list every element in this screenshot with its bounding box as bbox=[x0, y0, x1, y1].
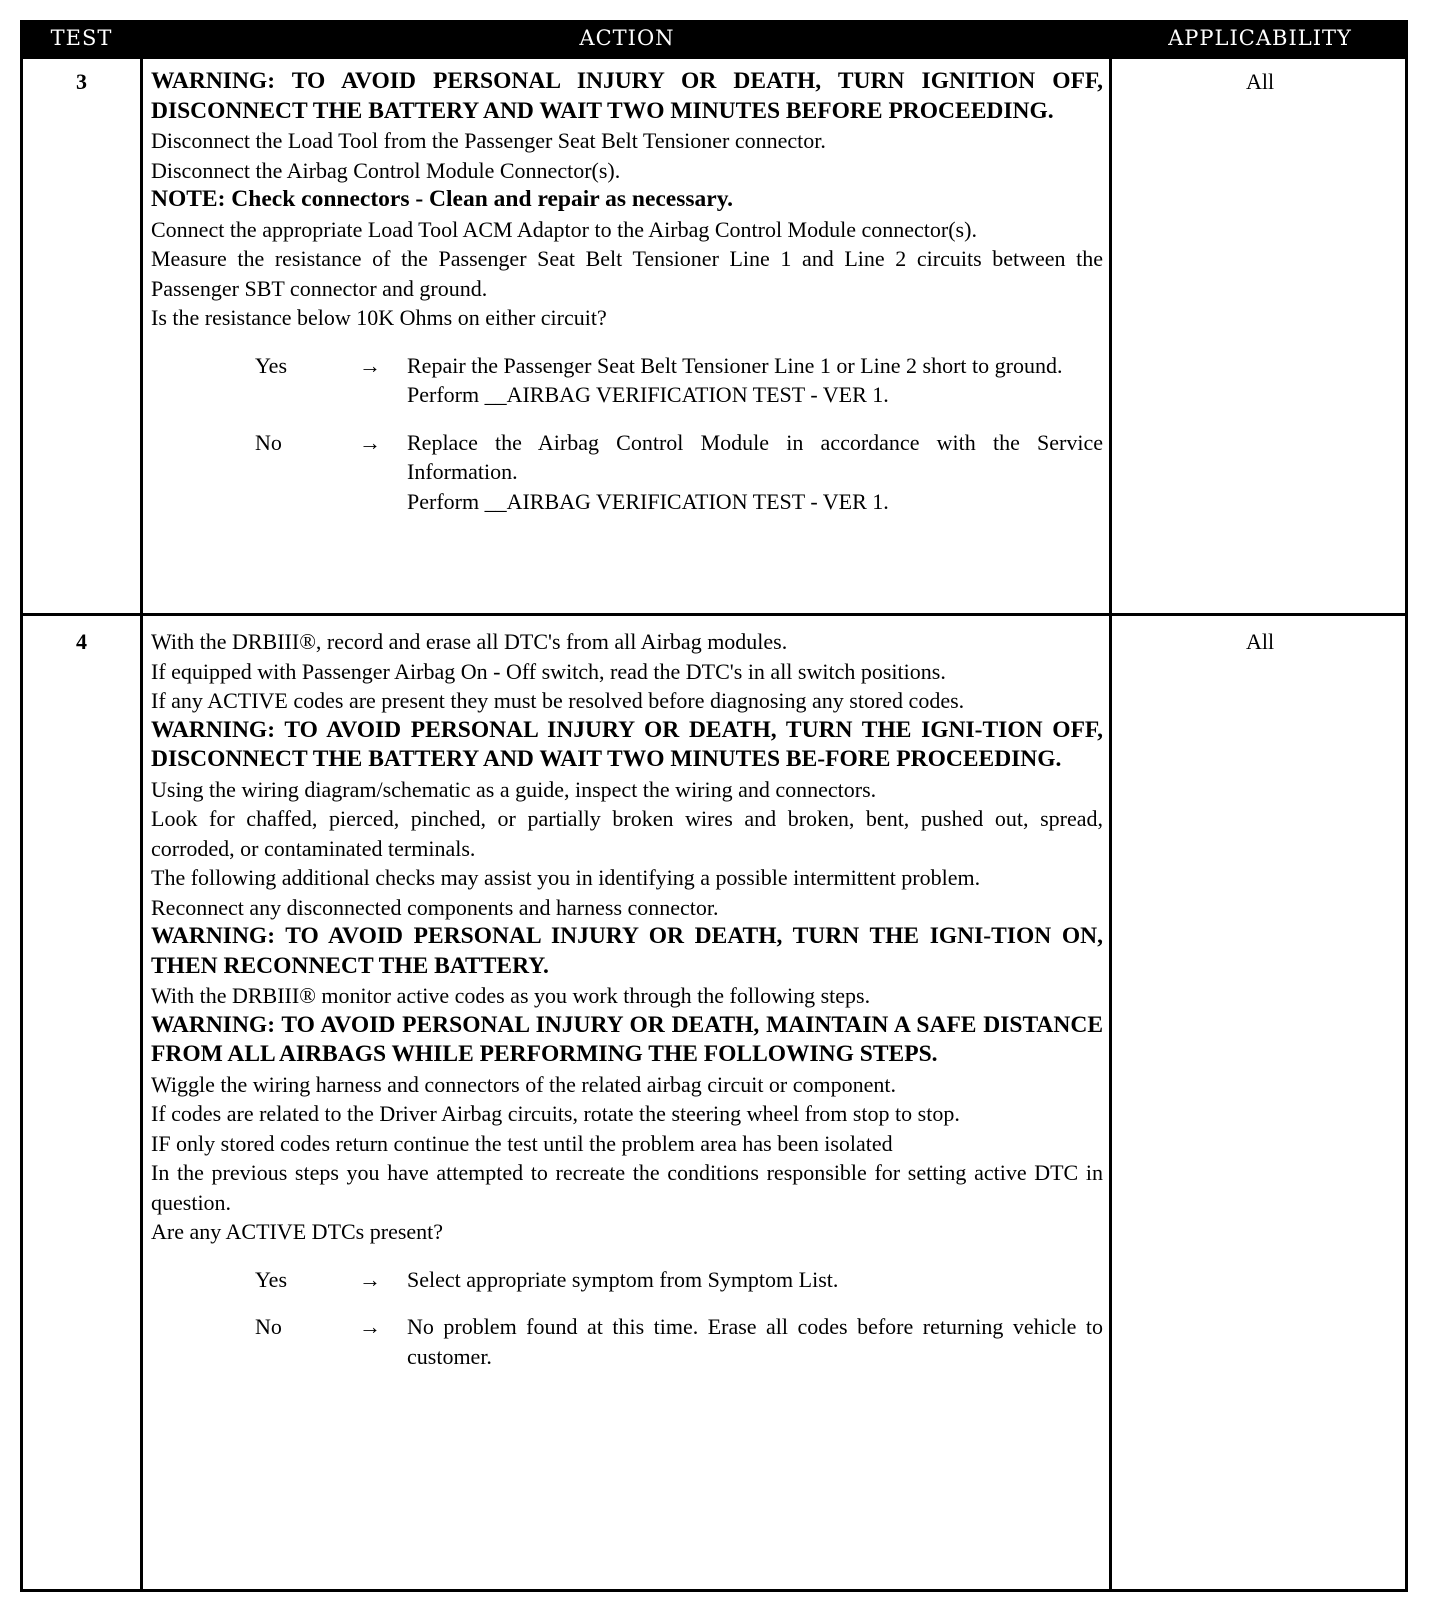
row-divider bbox=[23, 613, 1405, 616]
column-divider bbox=[140, 59, 143, 1589]
option-text bbox=[407, 428, 1103, 517]
option-label: Yes bbox=[255, 352, 288, 378]
instruction-text: Wiggle the wiring harness and connectors of the related airbag circuit or component. bbox=[151, 1071, 897, 1097]
instruction-text: If equipped with Passenger Airbag On - Off switch, read the DTC's in all switch positions. bbox=[151, 658, 946, 684]
instruction-text: Connect the appropriate Load Tool ACM Adaptor to the Airbag Control Module connector(s). bbox=[151, 216, 977, 242]
option-label: No bbox=[255, 1314, 282, 1339]
table-header bbox=[23, 23, 1405, 59]
instruction-text: Measure the resistance of the Passenger Seat Belt Tensioner Line 1 and Line 2 circuits between the Passenger SBT connector and ground. bbox=[151, 246, 1103, 301]
arrow-right-icon: → bbox=[359, 352, 381, 378]
instruction-text: IF only stored codes return continue the test until the problem area has been isolated bbox=[151, 1130, 893, 1156]
option-line: Repair the Passenger Seat Belt Tensioner Line 1 or Line 2 short to ground. bbox=[407, 352, 1063, 378]
option-yes bbox=[151, 1265, 1103, 1295]
instruction-text: Is the resistance below 10K Ohms on either circuit? bbox=[151, 305, 607, 330]
instruction-text: Reconnect any disconnected components and harness connector. bbox=[151, 894, 719, 920]
instruction-text: With the DRBIII® monitor active codes as you work through the following steps. bbox=[151, 983, 871, 1008]
option-line: No problem found at this time. Erase all codes before returning vehicle to customer. bbox=[407, 1314, 1103, 1369]
applicability-value: All bbox=[1245, 69, 1275, 94]
instruction-text: Using the wiring diagram/schematic as a guide, inspect the wiring and connectors. bbox=[151, 776, 877, 802]
option-label: Yes bbox=[255, 1266, 288, 1292]
option-line: Perform __AIRBAG VERIFICATION TEST - VER 1. bbox=[407, 382, 889, 407]
instruction-text: Disconnect the Airbag Control Module Connector(s). bbox=[151, 157, 621, 183]
test-number: 3 bbox=[76, 69, 87, 94]
arrow-right-icon: → bbox=[359, 1266, 381, 1292]
header-applicability: APPLICABILITY bbox=[1168, 26, 1352, 50]
warning-text: NOTE: Check connectors - Clean and repair as necessary. bbox=[151, 186, 734, 212]
header-test: TEST bbox=[50, 26, 113, 50]
arrow-right-icon: → bbox=[359, 1314, 381, 1339]
option-line: Perform __AIRBAG VERIFICATION TEST - VER 1. bbox=[407, 488, 889, 514]
applicability-value: All bbox=[1245, 629, 1275, 654]
test-number: 4 bbox=[76, 629, 87, 654]
test-table bbox=[20, 20, 1408, 1592]
option-no bbox=[151, 428, 1103, 517]
option-line: Replace the Airbag Control Module in accordance with the Service Information. bbox=[407, 429, 1103, 484]
action-cell bbox=[151, 67, 1103, 516]
option-text bbox=[407, 1312, 1103, 1371]
warning-text: WARNING: TO AVOID PERSONAL INJURY OR DEATH, MAINTAIN A SAFE DISTANCE FROM ALL AIRBAGS WHILE PERFORMING THE FOLLOWING STEPS. bbox=[151, 1011, 1103, 1067]
header-action: ACTION bbox=[579, 26, 675, 50]
warning-text: WARNING: TO AVOID PERSONAL INJURY OR DEATH, TURN IGNITION OFF, DISCONNECT THE BATTERY AND WAIT TWO MINUTES BEFORE PROCEEDING. bbox=[151, 68, 1103, 124]
instruction-text: Disconnect the Load Tool from the Passenger Seat Belt Tensioner connector. bbox=[151, 128, 826, 153]
option-text bbox=[407, 1265, 1103, 1295]
instruction-text: In the previous steps you have attempted to recreate the conditions responsible for setting active DTC in question. bbox=[151, 1160, 1103, 1215]
instruction-text: Look for chaffed, pierced, pinched, or partially broken wires and broken, bent, pushed out, spread, corroded, or contaminated terminals. bbox=[151, 806, 1103, 861]
option-no bbox=[151, 1312, 1103, 1371]
instruction-text: The following additional checks may assist you in identifying a possible intermittent problem. bbox=[151, 865, 981, 890]
warning-text: WARNING: TO AVOID PERSONAL INJURY OR DEATH, TURN THE IGNI-TION ON, THEN RECONNECT THE BATTERY. bbox=[151, 923, 1103, 979]
arrow-right-icon: → bbox=[359, 429, 381, 455]
option-text bbox=[407, 351, 1103, 410]
instruction-text: With the DRBIII®, record and erase all DTC's from all Airbag modules. bbox=[151, 629, 788, 654]
instruction-text: Are any ACTIVE DTCs present? bbox=[151, 1219, 444, 1244]
warning-text: WARNING: TO AVOID PERSONAL INJURY OR DEATH, TURN THE IGNI-TION OFF, DISCONNECT THE BATTERY AND WAIT TWO MINUTES BE-FORE PROCEEDING. bbox=[151, 716, 1103, 772]
instruction-text: If any ACTIVE codes are present they must be resolved before diagnosing any stored codes. bbox=[151, 688, 965, 713]
option-line: Select appropriate symptom from Symptom List. bbox=[407, 1266, 839, 1292]
instruction-text: If codes are related to the Driver Airbag circuits, rotate the steering wheel from stop to stop. bbox=[151, 1101, 960, 1126]
action-cell bbox=[151, 627, 1103, 1371]
option-label: No bbox=[255, 429, 282, 455]
option-yes bbox=[151, 351, 1103, 410]
column-divider bbox=[1109, 59, 1112, 1589]
